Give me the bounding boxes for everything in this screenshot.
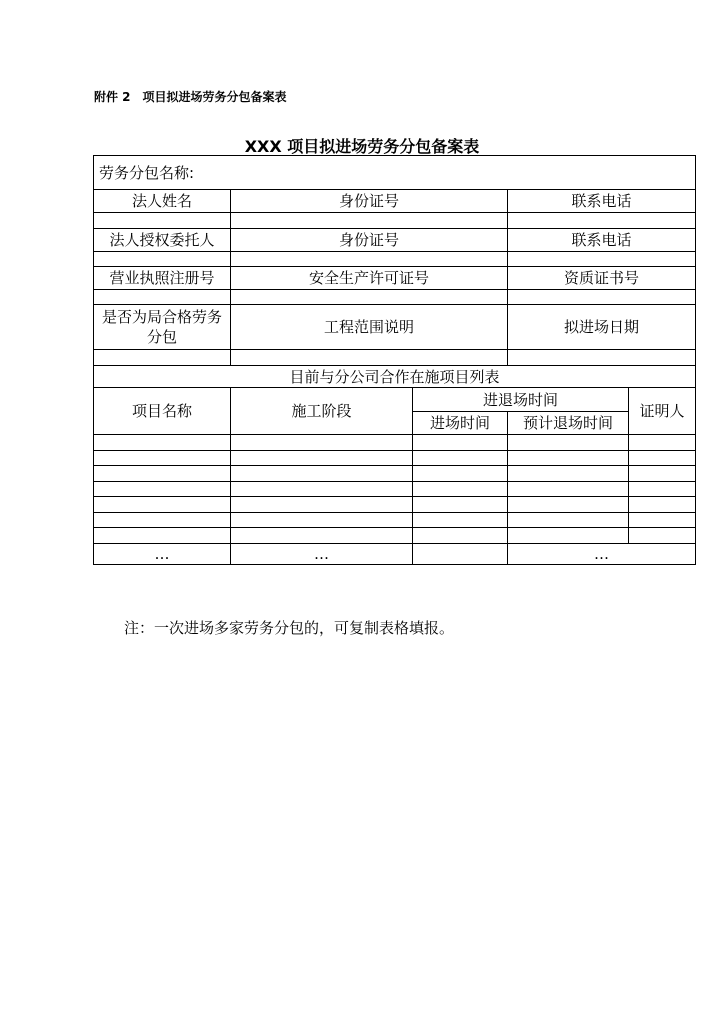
ellipsis-project-name: … [94, 544, 231, 565]
authorized-agent-label: 法人授权委托人 [94, 229, 231, 252]
empty-cell [94, 213, 231, 229]
empty-cell [629, 435, 696, 451]
col-certifier: 证明人 [629, 388, 696, 435]
empty-cell [629, 451, 696, 466]
empty-cell [508, 466, 629, 482]
business-license-label: 营业执照注册号 [94, 267, 231, 290]
empty-cell [413, 435, 508, 451]
empty-cell [94, 350, 231, 366]
subcontractor-name-label: 劳务分包名称: [94, 156, 696, 190]
form-title: XXX 项目拟进场劳务分包备案表 [244, 137, 480, 156]
col-planned-exit-time: 预计退场时间 [508, 412, 629, 435]
empty-cell [413, 497, 508, 513]
safety-permit-label: 安全生产许可证号 [231, 267, 508, 290]
empty-cell [413, 528, 508, 544]
empty-cell [629, 466, 696, 482]
empty-cell [508, 435, 629, 451]
empty-cell [231, 528, 413, 544]
empty-cell [413, 544, 508, 565]
attachment-label: 附件 2 项目拟进场劳务分包备案表 [94, 90, 287, 104]
empty-cell [231, 435, 413, 451]
section-title: 目前与分公司合作在施项目列表 [94, 366, 696, 388]
legal-person-name-label: 法人姓名 [94, 190, 231, 213]
empty-cell [94, 466, 231, 482]
empty-cell [629, 482, 696, 497]
ellipsis-stage: … [231, 544, 413, 565]
col-construction-stage: 施工阶段 [231, 388, 413, 435]
empty-cell [94, 290, 231, 305]
empty-cell [231, 451, 413, 466]
empty-cell [94, 513, 231, 528]
empty-cell [94, 451, 231, 466]
qualified-subcontractor-label: 是否为局合格劳务分包 [94, 305, 231, 350]
empty-cell [94, 528, 231, 544]
agent-contact-phone-label: 联系电话 [508, 229, 696, 252]
qualification-cert-label: 资质证书号 [508, 267, 696, 290]
empty-cell [231, 482, 413, 497]
empty-cell [508, 451, 629, 466]
agent-id-number-label: 身份证号 [231, 229, 508, 252]
col-entry-exit-time: 进退场时间 [413, 388, 629, 412]
planned-entry-date-label: 拟进场日期 [508, 305, 696, 350]
work-scope-label: 工程范围说明 [231, 305, 508, 350]
col-project-name: 项目名称 [94, 388, 231, 435]
empty-cell [508, 350, 696, 366]
empty-cell [413, 482, 508, 497]
empty-cell [94, 252, 231, 267]
ellipsis-tail: … [508, 544, 696, 565]
empty-cell [508, 213, 696, 229]
empty-cell [231, 252, 508, 267]
empty-cell [508, 482, 629, 497]
empty-cell [231, 466, 413, 482]
empty-cell [508, 290, 696, 305]
empty-cell [94, 435, 231, 451]
empty-cell [508, 513, 629, 528]
footnote: 注：一次进场多家劳务分包的，可复制表格填报。 [124, 619, 455, 637]
empty-cell [231, 213, 508, 229]
empty-cell [94, 497, 231, 513]
empty-cell [94, 482, 231, 497]
empty-cell [413, 513, 508, 528]
empty-cell [508, 528, 629, 544]
contact-phone-label: 联系电话 [508, 190, 696, 213]
empty-cell [413, 466, 508, 482]
empty-cell [629, 497, 696, 513]
empty-cell [629, 513, 696, 528]
empty-cell [508, 252, 696, 267]
empty-cell [231, 497, 413, 513]
id-number-label: 身份证号 [231, 190, 508, 213]
col-entry-time: 进场时间 [413, 412, 508, 435]
empty-cell [231, 350, 508, 366]
filing-form-table [93, 155, 696, 565]
empty-cell [629, 528, 696, 544]
empty-cell [413, 451, 508, 466]
empty-cell [508, 497, 629, 513]
empty-cell [231, 513, 413, 528]
empty-cell [231, 290, 508, 305]
